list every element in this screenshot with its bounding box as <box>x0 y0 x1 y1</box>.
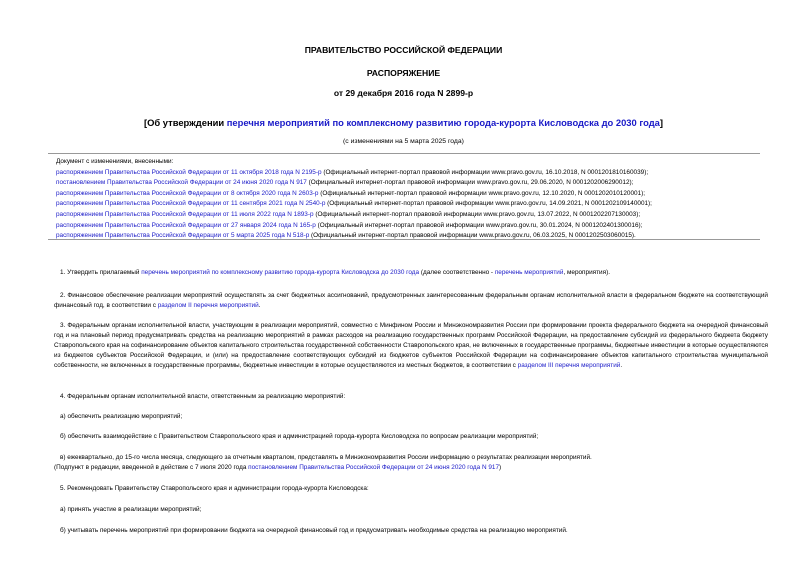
change-link[interactable]: постановлением Правительства Российской Федерации от 24 июня 2020 года N 917 <box>56 179 307 187</box>
paragraph-2: 2. Финансовое обеспечение реализации мероприятий осуществлять за счет бюджетных ассигнований, предусмотренных заинтересованным федеральным органам исполнительной власти в федеральном бюджете на соответствующий финансовый год, в соответствии с разделом II перечня мероприятий. <box>54 292 768 309</box>
change-item: распоряжением Правительства Российской Федерации от 11 октября 2018 года N 2195-р (Официальный интернет-портал правовой информации www.pravo.gov.ru, 16.10.2018, N 0001201810160039); <box>56 168 649 176</box>
section-3-link[interactable]: разделом III перечня мероприятий <box>517 362 621 369</box>
changes-intro: Документ с изменениями, внесенными: <box>56 158 174 165</box>
section-2-link[interactable]: разделом II перечня мероприятий <box>157 302 259 309</box>
change-item: распоряжением Правительства Российской Федерации от 5 марта 2025 года N 518-р (Официальный интернет-портал правовой информации www.pravo.gov.ru, 06.03.2025, N 0001202503060015). <box>56 232 636 240</box>
change-link[interactable]: распоряжением Правительства Российской Федерации от 11 июля 2022 года N 1893-р <box>56 210 314 218</box>
paragraph-5b: б) учитывать перечень мероприятий при формировании бюджета на очередной финансовый год и предусматривать необходимые средства на реализацию мероприятий. <box>60 527 568 534</box>
paragraph-1: 1. Утвердить прилагаемый перечень мероприятий по комплексному развитию города-курорта Кисловодска до 2030 года (далее соответственно - перечень мероприятий, мероприятия). <box>60 269 610 276</box>
paragraph-3: 3. Федеральным органам исполнительной власти, участвующим в реализации мероприятий, совместно с Минфином России и Минэкономразвития России при формировании проекта федерального бюджета на очередной финансовый год и на плановый период предусматривать средства на реализацию мероприятий в рамках расходов на реализацию государственных программ Российской Федерации, на предоставление субсидий из федерального бюджета бюджету Ставропольского края на софинансирование объектов капитального строительства государственной собственности Ставропольского края, не включенных в государственные программы, бюджетные инвестиции в которые осуществляются из бюджетов субъектов Российской Федерации, и (или) на предоставление соответствующих субсидий из бюджетов субъектов Российской Федерации на софинансирование объектов капитального строительства муниципальной собственности, не включенных в государственные программы, бюджетные инвестиции в которые осуществляются из местных бюджетов, в соответствии с разделом III перечня мероприятий. <box>54 322 768 369</box>
note-link[interactable]: постановлением Правительства Российской Федерации от 24 июня 2020 года N 917 <box>248 464 500 471</box>
list-link[interactable]: перечень мероприятий по комплексному развитию города-курорта Кисловодска до 2030 года <box>141 269 420 276</box>
paragraph-4: 4. Федеральным органам исполнительной власти, ответственным за реализацию мероприятий: <box>60 393 346 400</box>
change-item: распоряжением Правительства Российской Федерации от 11 сентября 2021 года N 2540-р (Официальный интернет-портал правовой информации www.pravo.gov.ru, 14.09.2021, N 0001202109140001); <box>56 200 652 208</box>
change-link[interactable]: распоряжением Правительства Российской Федерации от 11 сентября 2021 года N 2540-р <box>56 200 326 208</box>
change-link[interactable]: распоряжением Правительства Российской Федерации от 5 марта 2025 года N 518-р <box>56 232 310 240</box>
paragraph-5a: а) принять участие в реализации мероприятий; <box>60 506 202 513</box>
paragraph-5: 5. Рекомендовать Правительству Ставропольского края и администрации города-курорта Кисловодска: <box>60 485 369 492</box>
list-short-link[interactable]: перечень мероприятий <box>494 269 564 276</box>
document-date: от 29 декабря 2016 года N 2899-р <box>333 88 474 98</box>
change-link[interactable]: распоряжением Правительства Российской Федерации от 11 октября 2018 года N 2195-р <box>56 168 322 176</box>
change-item: распоряжением Правительства Российской Федерации от 8 октября 2020 года N 2603-р (Официальный интернет-портал правовой информации www.pravo.gov.ru, 12.10.2020, N 0001202010120001); <box>56 189 646 197</box>
title-link[interactable]: перечня мероприятий по комплексному развитию города-курорта Кисловодска до 2030 года <box>226 117 660 128</box>
government-heading: ПРАВИТЕЛЬСТВО РОССИЙСКОЙ ФЕДЕРАЦИИ <box>304 45 503 55</box>
document-type: РАСПОРЯЖЕНИЕ <box>366 68 441 78</box>
change-item: распоряжением Правительства Российской Федерации от 11 июля 2022 года N 1893-р (Официальный интернет-портал правовой информации www.pravo.gov.ru, 13.07.2022, N 0001202207130003); <box>56 210 641 218</box>
amendment-note: (с изменениями на 5 марта 2025 года) <box>343 138 464 145</box>
paragraph-4b: б) обеспечить взаимодействие с Правительством Ставропольского края и администрацией города-курорта Кисловодска по вопросам реализации мероприятий; <box>60 433 539 440</box>
change-item: постановлением Правительства Российской Федерации от 24 июня 2020 года N 917 (Официальный интернет-портал правовой информации www.pravo.gov.ru, 29.06.2020, N 0001202006290012); <box>56 179 634 187</box>
changes-list <box>56 157 652 242</box>
change-link[interactable]: распоряжением Правительства Российской Федерации от 8 октября 2020 года N 2603-р <box>56 189 319 197</box>
change-link[interactable]: распоряжением Правительства Российской Федерации от 27 января 2024 года N 165-р <box>56 221 316 229</box>
paragraph-4c-note: (Подпункт в редакции, введенной в действие с 7 июля 2020 года постановлением Правительства Российской Федерации от 24 июня 2020 года N 917) <box>54 464 502 471</box>
paragraph-4a: а) обеспечить реализацию мероприятий; <box>60 413 183 420</box>
document-title: [Об утверждении перечня мероприятий по комплексному развитию города-курорта Кисловодска до 2030 года] <box>143 117 664 128</box>
change-item: распоряжением Правительства Российской Федерации от 27 января 2024 года N 165-р (Официальный интернет-портал правовой информации www.pravo.gov.ru, 30.01.2024, N 0001202401300016); <box>56 221 643 229</box>
paragraph-4c: в) ежеквартально, до 15-го числа месяца, следующего за отчетным кварталом, представлять в Минэкономразвития России информацию о результатах реализации мероприятий. <box>60 454 592 461</box>
